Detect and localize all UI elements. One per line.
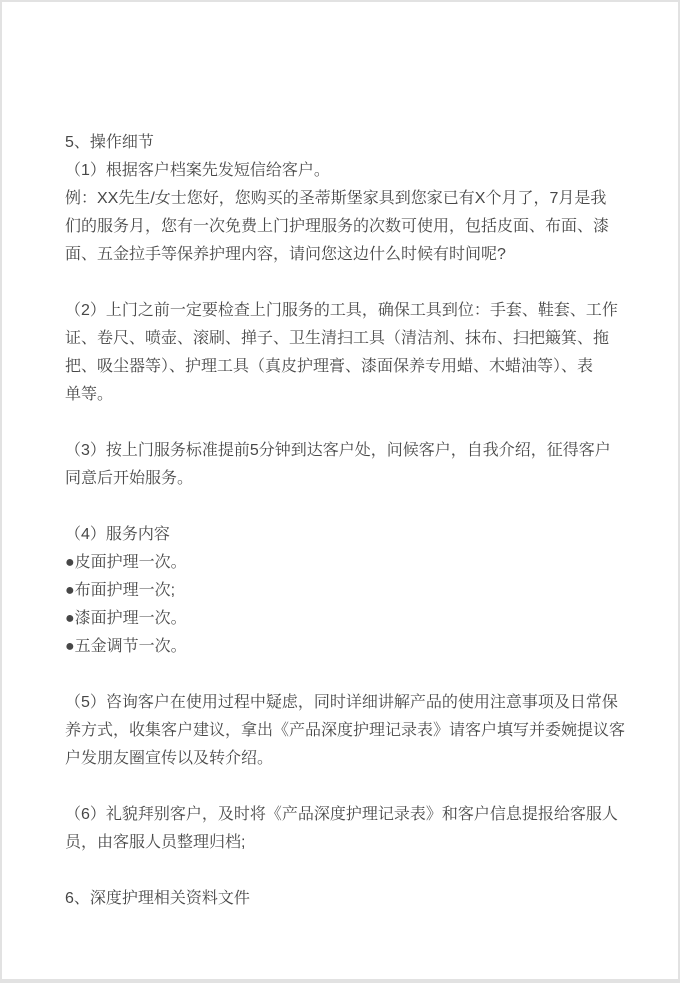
text-line: ●漆面护理一次。 xyxy=(65,610,187,627)
text-line: （6）礼貌拜别客户，及时将《产品深度护理记录表》和客户信息提报给客服人 xyxy=(65,806,618,823)
item-2-paragraph xyxy=(65,297,650,409)
item-6-paragraph xyxy=(65,801,650,857)
text-line: 面、五金拉手等保养护理内容，请问您这边什么时候有时间呢? xyxy=(65,246,506,263)
text-line: （2）上门之前一定要检查上门服务的工具，确保工具到位：手套、鞋套、工作 xyxy=(65,302,618,319)
text-line: 户发朋友圈宣传以及转介绍。 xyxy=(65,750,274,767)
text-line: （1）根据客户档案先发短信给客户。 xyxy=(65,162,330,179)
text-line: （5）咨询客户在使用过程中疑虑，同时详细讲解产品的使用注意事项及日常保 xyxy=(65,694,618,711)
text-line: 同意后开始服务。 xyxy=(65,470,194,487)
text-line: ●布面护理一次; xyxy=(65,582,176,599)
text-line: 单等。 xyxy=(65,386,114,403)
document-content xyxy=(65,129,650,913)
section-6-heading xyxy=(65,885,650,913)
text-line: 把、吸尘器等）、护理工具（真皮护理膏、漆面保养专用蜡、木蜡油等）、表 xyxy=(65,358,594,375)
service-bullet-list xyxy=(65,549,650,661)
text-line: 证、卷尺、喷壶、滚刷、掸子、卫生清扫工具（清洁剂、抹布、扫把簸箕、拖 xyxy=(65,330,610,347)
item-5-paragraph xyxy=(65,689,650,773)
text-line: ●皮面护理一次。 xyxy=(65,554,187,571)
text-line: （3）按上门服务标准提前5分钟到达客户处，问候客户，自我介绍，征得客户 xyxy=(65,442,611,459)
sms-example-paragraph xyxy=(65,185,650,269)
text-line: ●五金调节一次。 xyxy=(65,638,187,655)
text-line: 员，由客服人员整理归档; xyxy=(65,834,246,851)
item-1-paragraph xyxy=(65,157,650,185)
text-line: 们的服务月，您有一次免费上门护理服务的次数可使用，包括皮面、布面、漆 xyxy=(65,218,610,235)
text-line: 5、操作细节 xyxy=(65,134,154,151)
item-4-heading xyxy=(65,521,650,549)
text-line: 养方式，收集客户建议，拿出《产品深度护理记录表》请客户填写并委婉提议客 xyxy=(65,722,626,739)
text-line: 6、深度护理相关资料文件 xyxy=(65,890,250,907)
text-line: （4）服务内容 xyxy=(65,526,170,543)
section-5-heading xyxy=(65,129,650,157)
item-3-paragraph xyxy=(65,437,650,493)
text-line: 例：XX先生/女士您好，您购买的圣蒂斯堡家具到您家已有X个月了，7月是我 xyxy=(65,190,607,207)
